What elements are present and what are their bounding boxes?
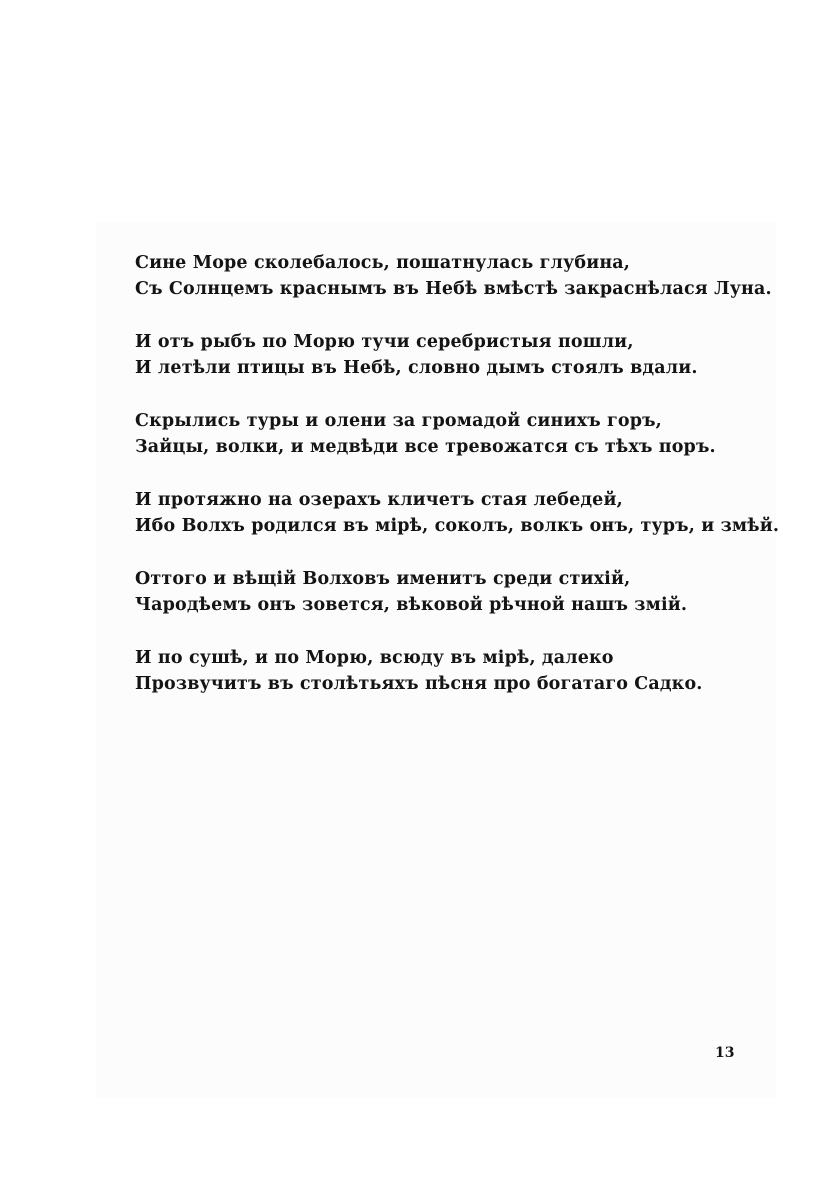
poem-line: Ибо Волхъ родился въ мірѣ, соколъ, волкъ онъ, туръ, и змѣй. <box>135 516 780 536</box>
page-number: 13 <box>715 1045 735 1061</box>
stanza-1 <box>135 250 775 302</box>
poem-line: Зайцы, волки, и медвѣди все тревожатся съ тѣхъ поръ. <box>135 437 716 457</box>
poem-line: И по сушѣ, и по Морю, всюду въ мірѣ, далеко <box>135 648 614 668</box>
stanza-4 <box>135 487 780 539</box>
poem-line: И летѣли птицы въ Небѣ, словно дымъ стоялъ вдали. <box>135 358 698 378</box>
stanza-2 <box>135 329 775 381</box>
poem-line: Чародѣемъ онъ зовется, вѣковой рѣчной нашъ змій. <box>135 595 688 615</box>
poem-line: Оттого и вѣщій Волховъ именитъ среди стихій, <box>135 569 631 589</box>
poem-line: Сине Море сколебалось, пошатнулась глубина, <box>135 253 631 273</box>
stanza-5 <box>135 566 775 618</box>
poem-line: Съ Солнцемъ краснымъ въ Небѣ вмѣстѣ закраснѣлася Луна. <box>135 279 772 299</box>
stanza-3 <box>135 408 775 460</box>
poem-line: И отъ рыбъ по Морю тучи серебристыя пошли, <box>135 332 634 352</box>
poem-text <box>135 250 780 724</box>
poem-line: И протяжно на озерахъ кличетъ стая лебедей, <box>135 490 623 510</box>
poem-line: Скрылись туры и олени за громадой синихъ горъ, <box>135 411 662 431</box>
stanza-6 <box>135 645 775 697</box>
poem-line: Прозвучитъ въ столѣтьяхъ пѣсня про богатаго Садко. <box>135 674 703 694</box>
